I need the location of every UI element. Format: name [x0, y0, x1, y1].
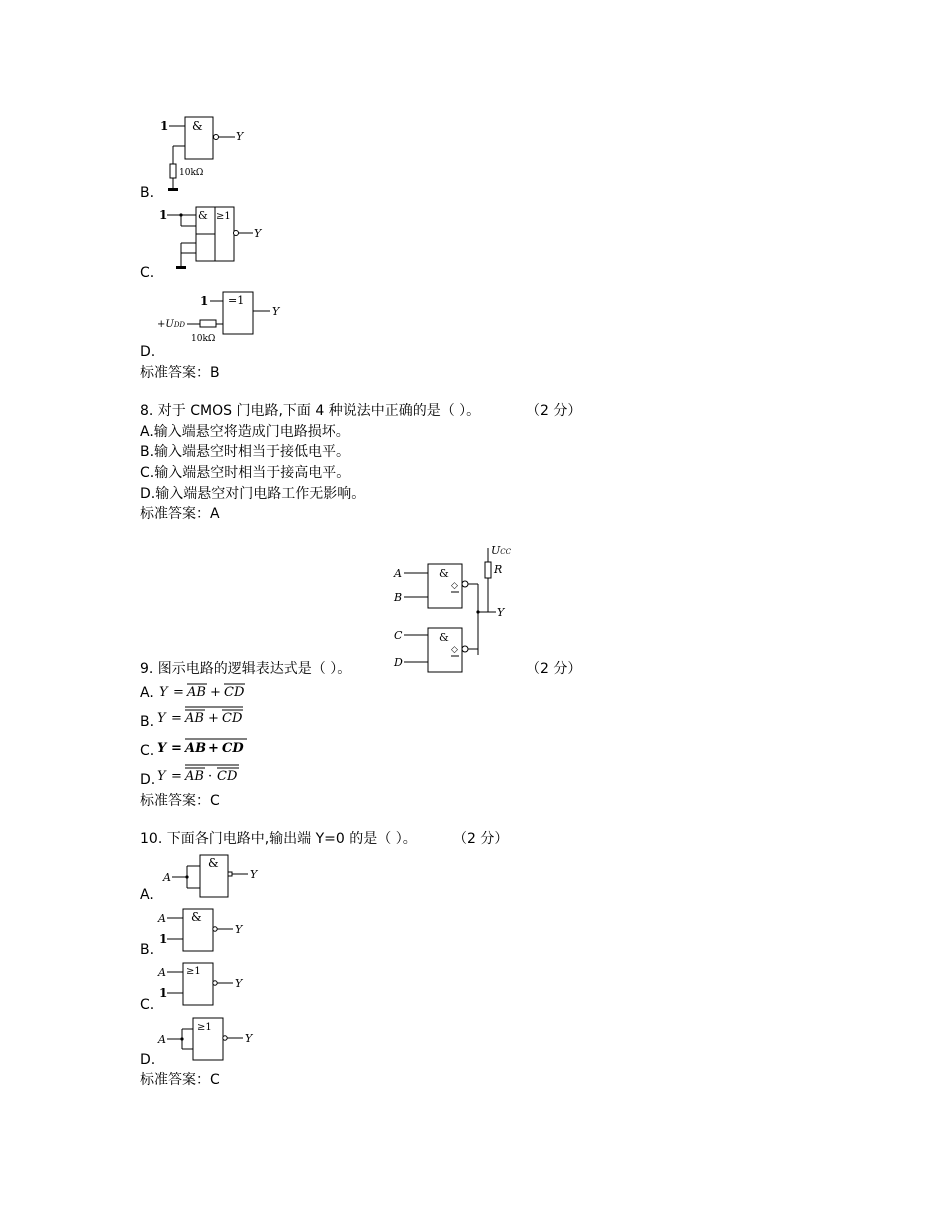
svg-text:D: D	[394, 656, 403, 669]
svg-text:AB: AB	[187, 685, 206, 700]
q7-option-c-figure	[155, 203, 275, 273]
q8-option-d: D.输入端悬空对门电路工作无影响。	[140, 486, 366, 502]
q7-option-d-figure	[155, 289, 295, 349]
svg-text:Y: Y	[272, 305, 280, 318]
svg-text:CD: CD	[217, 769, 238, 784]
svg-text:A: A	[158, 1033, 166, 1046]
q10-answer: 标准答案：C	[140, 1072, 220, 1088]
q9-answer: 标准答案：C	[140, 793, 220, 809]
q8-option-c: C.输入端悬空时相当于接高电平。	[140, 465, 351, 481]
svg-text:A: A	[394, 567, 402, 580]
svg-text:10kΩ: 10kΩ	[179, 168, 204, 178]
svg-text:+: +	[208, 711, 219, 726]
q9-score: （2 分）	[526, 661, 582, 677]
q9-stem: 9. 图示电路的逻辑表达式是（ ）。	[140, 661, 352, 677]
svg-text:&: &	[208, 856, 219, 870]
svg-text:&: &	[439, 631, 449, 644]
svg-text:A: A	[163, 871, 171, 884]
svg-text:&: &	[198, 209, 208, 222]
svg-text:=: =	[171, 769, 182, 784]
q10-option-c-figure	[155, 960, 265, 1010]
q8-option-a: A.输入端悬空将造成门电路损坏。	[140, 424, 350, 440]
q10-score: （2 分）	[453, 831, 509, 847]
svg-text:≥1: ≥1	[186, 966, 201, 977]
svg-text:A: A	[158, 912, 166, 925]
svg-text:A: A	[158, 966, 166, 979]
q9-option-b-label: B.	[140, 714, 155, 730]
svg-text:1: 1	[159, 932, 168, 946]
q9-option-a-formula	[157, 680, 257, 704]
svg-text:+: +	[208, 741, 219, 756]
svg-text:Y: Y	[159, 685, 168, 700]
svg-text:+: +	[210, 685, 221, 700]
q10-option-b-figure	[155, 906, 265, 956]
svg-text:&: &	[192, 119, 203, 133]
svg-text:1: 1	[159, 208, 168, 222]
q9-option-c-label: C.	[140, 743, 155, 759]
q10-option-b-label: B.	[140, 942, 155, 958]
q10-option-d-figure	[155, 1015, 275, 1065]
svg-text:=: =	[171, 711, 182, 726]
svg-text:&: &	[191, 910, 202, 924]
svg-text:B: B	[394, 591, 403, 604]
svg-text:Y: Y	[157, 769, 166, 784]
q7-option-b-label: B.	[140, 185, 155, 201]
svg-text:10kΩ: 10kΩ	[191, 334, 216, 344]
q8-option-b: B.输入端悬空时相当于接低电平。	[140, 444, 351, 460]
q7-option-d-label: D.	[140, 344, 156, 360]
svg-text:Y: Y	[236, 130, 244, 143]
svg-text:CD: CD	[224, 685, 245, 700]
q7-option-a-figure	[155, 112, 255, 197]
svg-text:CD: CD	[222, 741, 244, 756]
q10-option-d-label: D.	[140, 1052, 156, 1068]
svg-text:Y: Y	[157, 711, 166, 726]
svg-text:Y: Y	[235, 923, 243, 936]
svg-text:=: =	[173, 685, 184, 700]
svg-text:R: R	[494, 563, 503, 576]
svg-text:Y: Y	[497, 606, 505, 619]
svg-text:=1: =1	[228, 294, 245, 307]
q9-circuit-figure	[390, 542, 530, 678]
svg-text:Y: Y	[250, 868, 258, 881]
svg-text:Y: Y	[245, 1032, 253, 1045]
svg-text:AB: AB	[185, 769, 204, 784]
svg-text:+UDD: +UDD	[157, 319, 186, 330]
svg-text:≥1: ≥1	[216, 211, 231, 222]
svg-text:Y: Y	[235, 977, 243, 990]
svg-text:1: 1	[200, 294, 209, 308]
q9-option-d-label: D.	[140, 772, 156, 788]
svg-text:1: 1	[160, 119, 169, 133]
q8-score: （2 分）	[526, 403, 582, 419]
svg-text:Y: Y	[254, 227, 262, 240]
q10-stem: 10. 下面各门电路中,输出端 Y=0 的是（ ）。	[140, 831, 417, 847]
q9-option-d-formula	[155, 763, 255, 787]
svg-text:=: =	[171, 741, 182, 756]
q8-answer: 标准答案：A	[140, 506, 220, 522]
svg-text:1: 1	[159, 986, 168, 1000]
svg-text:·: ·	[208, 769, 213, 784]
q9-option-c-formula	[155, 735, 255, 759]
q7-option-c-label: C.	[140, 265, 155, 281]
q9-option-b-formula	[155, 705, 255, 729]
svg-text:CD: CD	[222, 711, 243, 726]
q7-answer: 标准答案：B	[140, 365, 220, 381]
svg-text:AB: AB	[185, 711, 204, 726]
svg-text:AB: AB	[185, 741, 207, 756]
svg-text:C: C	[394, 629, 403, 642]
svg-text:Y: Y	[157, 741, 167, 756]
svg-text:◇: ◇	[451, 645, 458, 655]
q10-option-a-figure	[160, 852, 270, 900]
q10-option-c-label: C.	[140, 997, 155, 1013]
svg-text:&: &	[439, 567, 449, 580]
q10-option-a-label: A.	[140, 887, 154, 903]
q9-option-a-label: A.	[140, 685, 154, 701]
svg-text:≥1: ≥1	[197, 1022, 212, 1033]
svg-text:◇: ◇	[451, 581, 458, 591]
q8-stem: 8. 对于 CMOS 门电路,下面 4 种说法中正确的是（ ）。	[140, 403, 481, 419]
svg-text:UCC: UCC	[491, 544, 511, 557]
